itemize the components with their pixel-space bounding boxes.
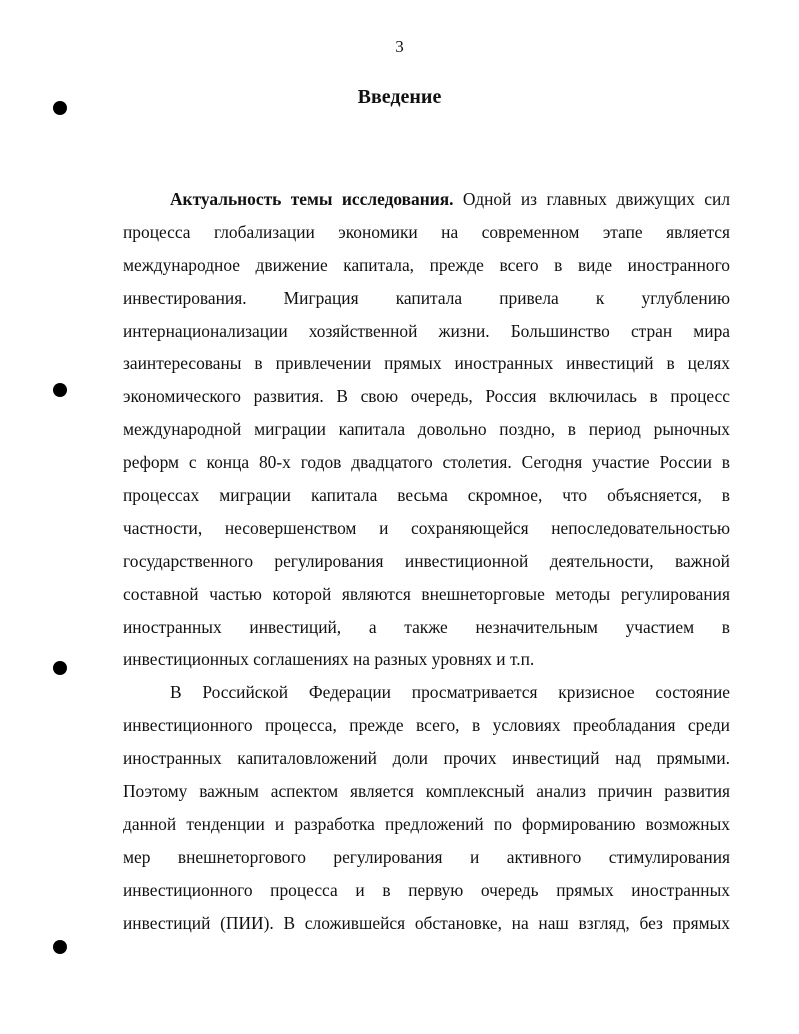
- text-line: иностранных капиталовложений доли прочих инвестиций над прямыми.: [123, 748, 730, 769]
- text-line: составной частью которой являются внешнеторговые методы регулирования: [123, 583, 730, 604]
- binder-hole-dot: [53, 383, 67, 397]
- text-line: процессах миграции капитала весьма скромное, что объясняется, в: [123, 485, 730, 506]
- lead-bold-phrase: Актуальность темы исследования.: [170, 189, 454, 209]
- text-line: инвестиционных соглашениях на разных уровнях и т.п.: [123, 649, 535, 670]
- binder-hole-dot: [53, 101, 67, 115]
- text-line: инвестирования. Миграция капитала привела к углублению: [123, 287, 730, 308]
- text-line: процесса глобализации экономики на современном этапе является: [123, 221, 730, 242]
- text-line: государственного регулирования инвестиционной деятельности, важной: [123, 550, 730, 571]
- text-line: частности, несовершенством и сохраняющейся непоследовательностью: [123, 517, 730, 538]
- text-line: инвестиционного процесса, прежде всего, в условиях преобладания среди: [123, 715, 730, 736]
- body-text: [123, 183, 730, 939]
- text-line: Поэтому важным аспектом является комплексный анализ причин развития: [123, 781, 730, 802]
- binder-hole-dot: [53, 940, 67, 954]
- text-line: заинтересованы в привлечении прямых иностранных инвестиций в целях: [123, 353, 730, 374]
- page-number: 3: [395, 37, 404, 56]
- text-line: В Российской Федерации просматривается кризисное состояние: [170, 682, 730, 703]
- text-line: интернационализации хозяйственной жизни. Большинство стран мира: [123, 320, 730, 341]
- text-line: иностранных инвестиций, а также незначительным участием в: [123, 616, 730, 637]
- text-line: международной миграции капитала довольно поздно, в период рыночных: [123, 419, 730, 440]
- text-line: международное движение капитала, прежде всего в виде иностранного: [123, 254, 730, 275]
- text-line: экономического развития. В свою очередь, Россия включилась в процесс: [123, 386, 730, 407]
- text-line: реформ с конца 80-х годов двадцатого столетия. Сегодня участие России в: [123, 452, 730, 473]
- text-line: Актуальность темы исследования. Одной из главных движущих сил: [170, 189, 730, 209]
- text-line: мер внешнеторгового регулирования и активного стимулирования: [123, 846, 730, 867]
- binder-hole-dot: [53, 661, 67, 675]
- text-line: инвестиционного процесса и в первую очередь прямых иностранных: [123, 879, 730, 900]
- text-line: инвестиций (ПИИ). В сложившейся обстановке, на наш взгляд, без прямых: [123, 912, 730, 933]
- text-line: данной тенденции и разработка предложений по формированию возможных: [123, 813, 730, 834]
- page-heading: Введение: [357, 86, 442, 108]
